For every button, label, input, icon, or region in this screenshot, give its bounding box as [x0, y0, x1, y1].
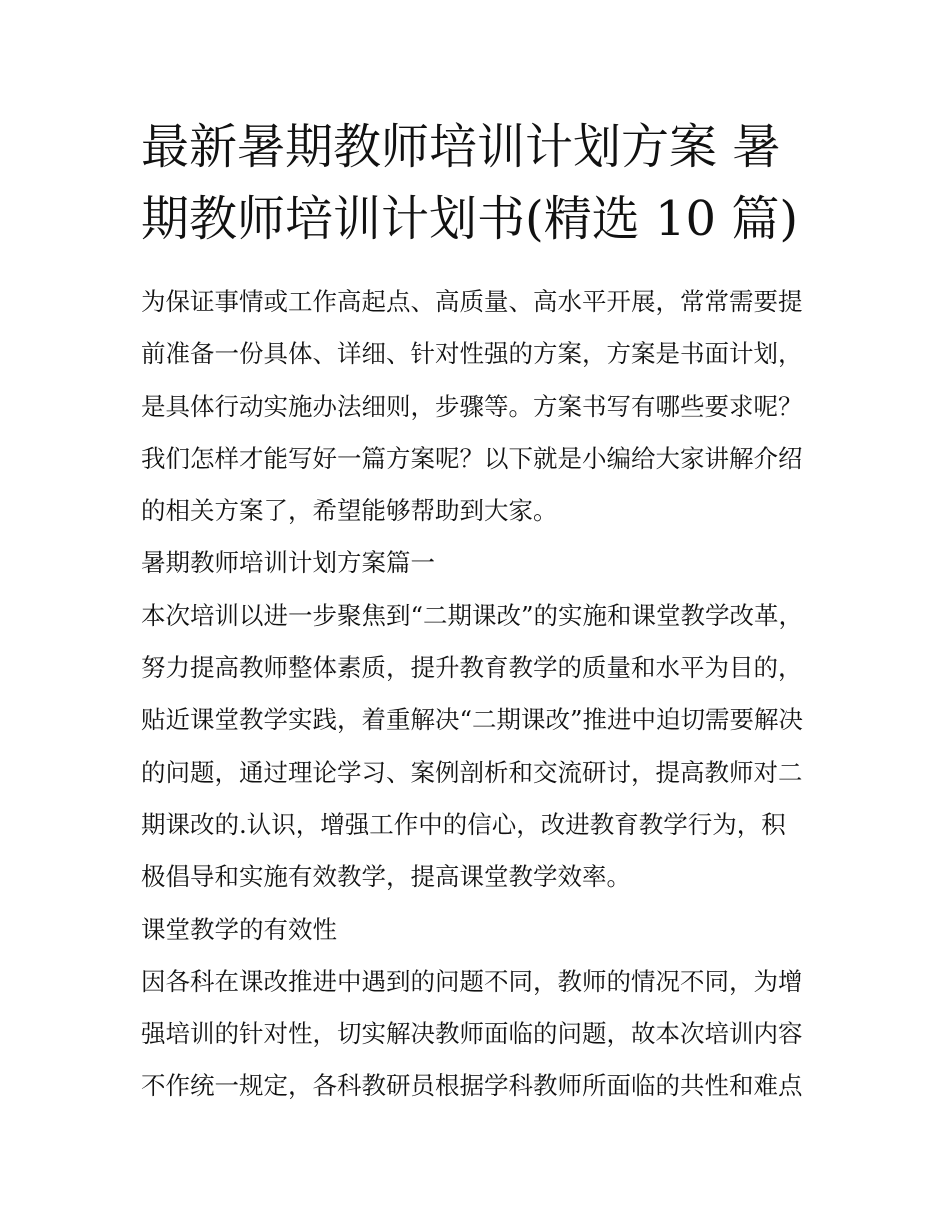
- body-line: 的相关方案了，希望能够帮助到大家。: [141, 496, 558, 526]
- body-line: 不作统一规定，各科教研员根据学科教师所面临的共性和难点: [141, 1071, 803, 1101]
- body-line: 贴近课堂教学实践，着重解决“二期课改”推进中迫切需要解决: [141, 705, 804, 735]
- section-heading: 暑期教师培训计划方案篇一: [141, 548, 435, 578]
- body-line: 是具体行动实施办法细则，步骤等。方案书写有哪些要求呢？: [141, 391, 803, 421]
- body-line: 前准备一份具体、详细、针对性强的方案，方案是书面计划，: [141, 339, 803, 369]
- body-line: 极倡导和实施有效教学，提高课堂教学效率。: [141, 862, 631, 892]
- document-body: [141, 276, 821, 1113]
- body-line: 因各科在课改推进中遇到的问题不同，教师的情况不同，为增: [141, 966, 803, 996]
- title-line: 最新暑期教师培训计划方案 暑: [141, 119, 781, 175]
- body-line: 我们怎样才能写好一篇方案呢？以下就是小编给大家讲解介绍: [141, 443, 803, 473]
- body-line: 为保证事情或工作高起点、高质量、高水平开展，常常需要提: [141, 287, 803, 316]
- section-heading: 课堂教学的有效性: [141, 914, 337, 944]
- title-line: 期教师培训计划书(精选 10 篇): [141, 191, 799, 247]
- body-line: 强培训的针对性，切实解决教师面临的问题，故本次培训内容: [141, 1019, 803, 1049]
- body-line: 努力提高教师整体素质，提升教育教学的质量和水平为目的，: [141, 653, 803, 683]
- body-line: 本次培训以进一步聚焦到“二期课改”的实施和课堂教学改革，: [141, 600, 804, 630]
- body-line: 期课改的.认识，增强工作中的信心，改进教育教学行为，积: [141, 809, 786, 839]
- body-line: 的问题，通过理论学习、案例剖析和交流研讨，提高教师对二: [141, 757, 803, 787]
- document-title: [141, 111, 821, 255]
